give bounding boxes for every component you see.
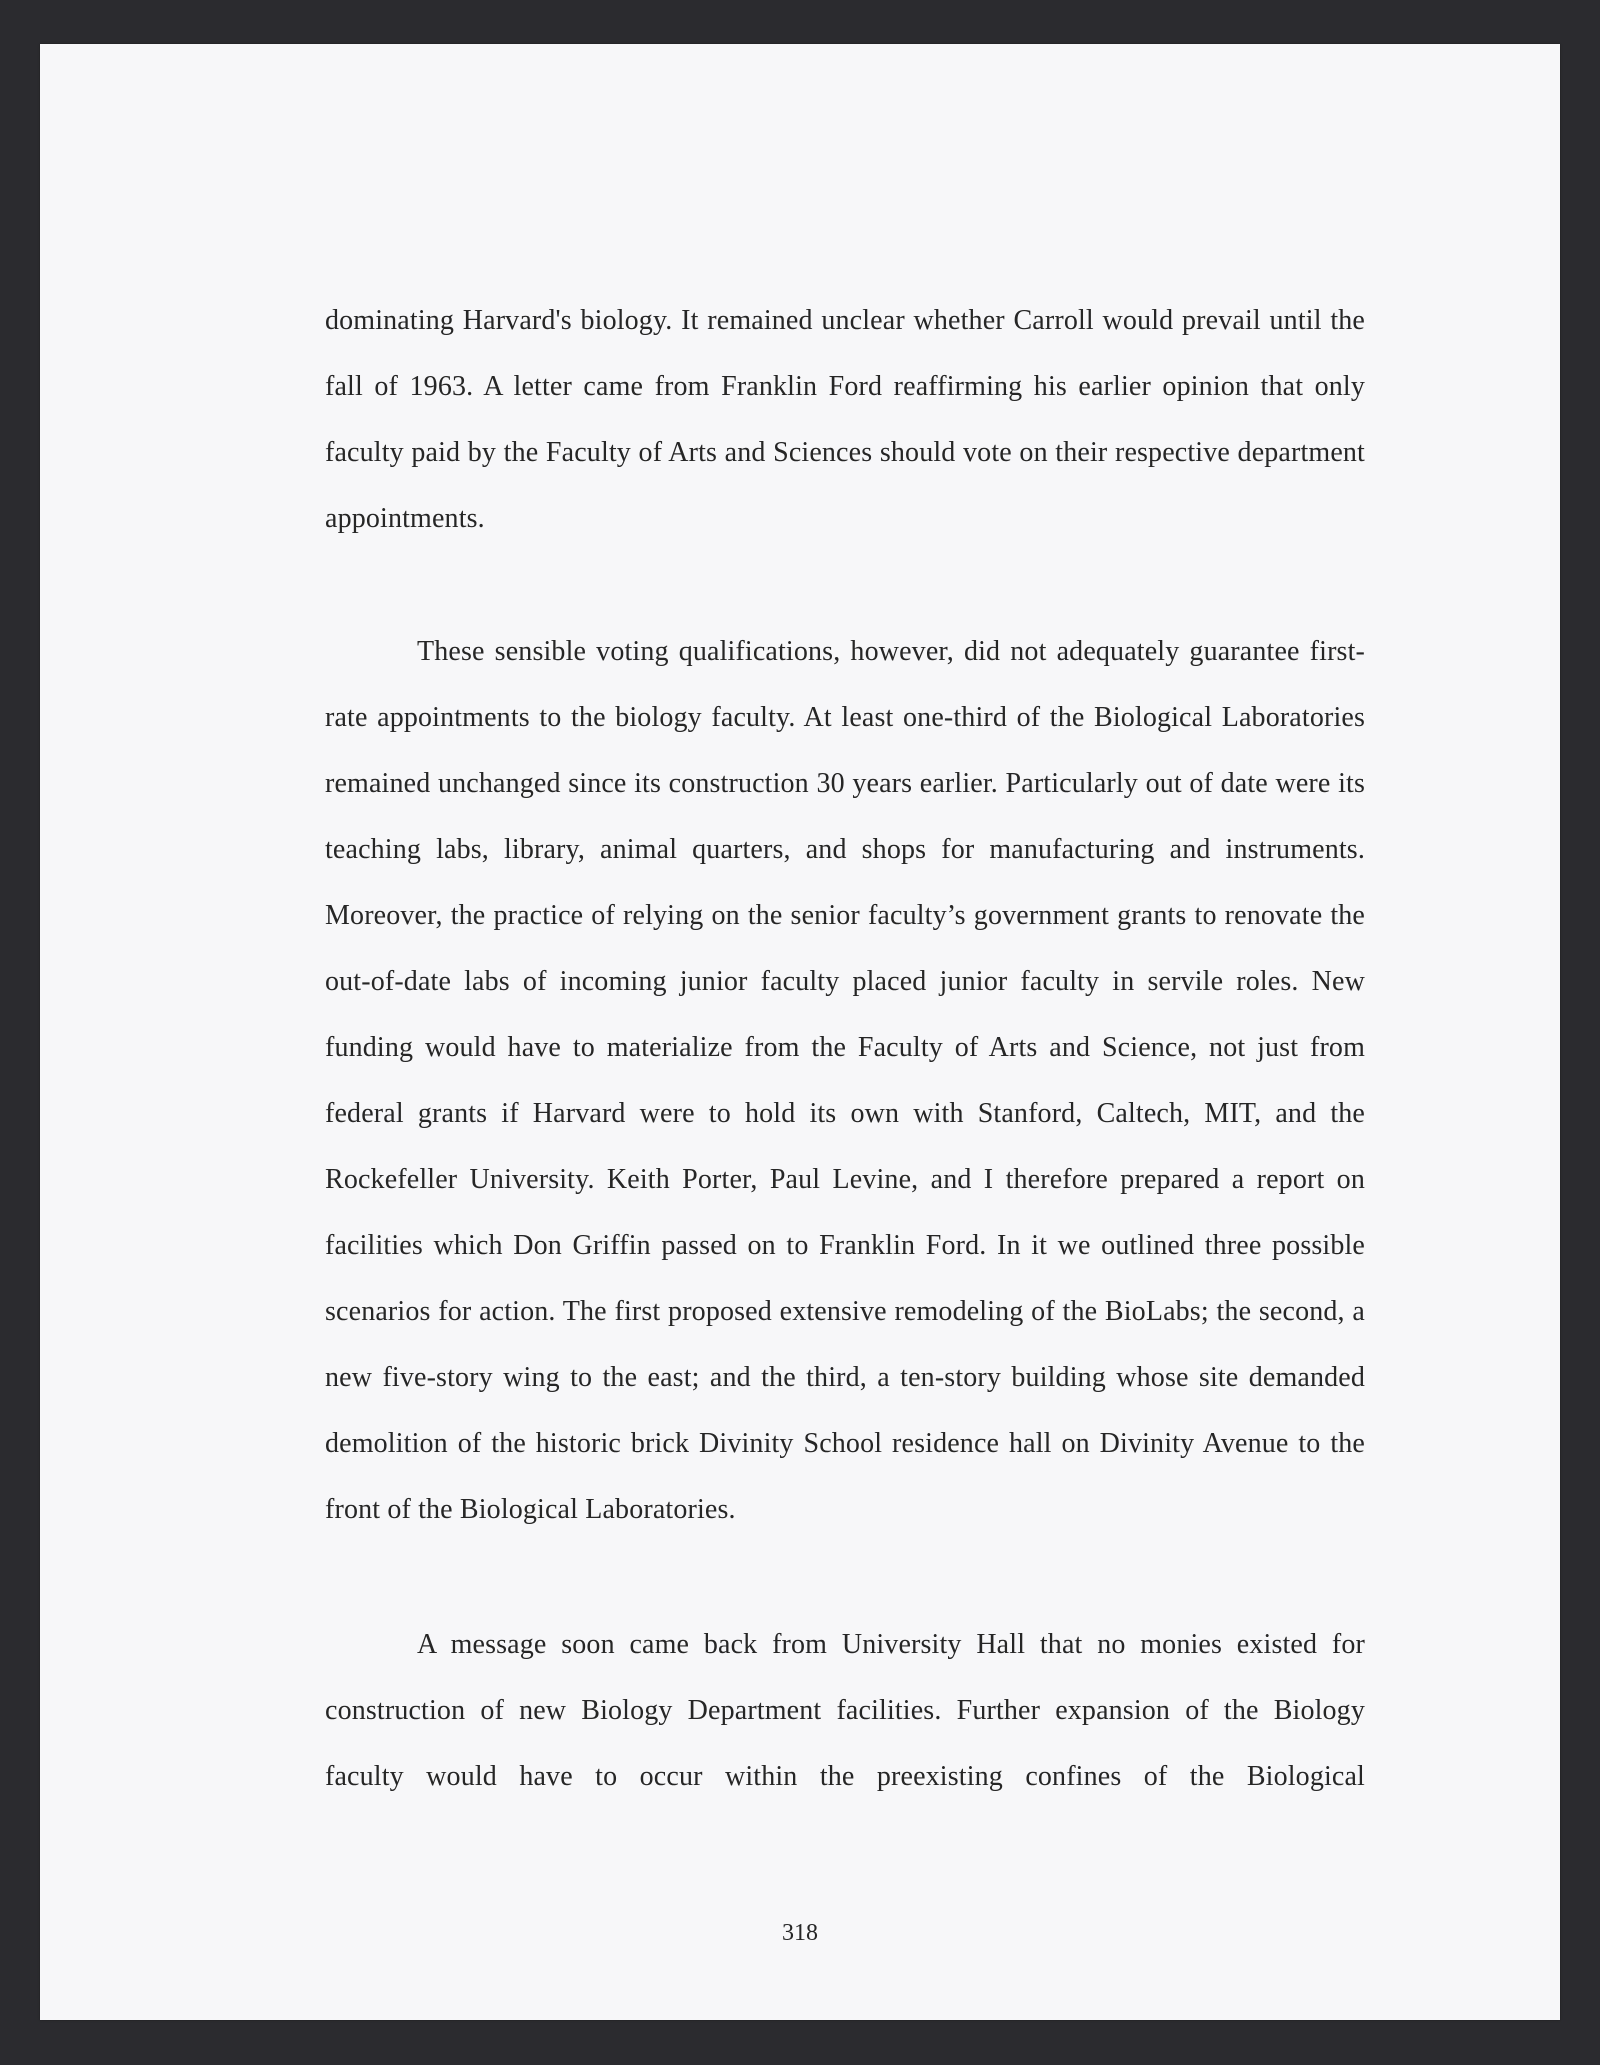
paragraph-2-text: These sensible voting qualifications, however, did not adequately guarantee first-rate appointments to the biology faculty. At least one-third of the Biological Laboratories remained unchanged since its construction 30 years earlier. Particularly out of date were its teaching labs, library, animal quarters, and shops for manufacturing and instruments. Moreover, the practice of relying on the senior faculty’s government grants to renovate the out-of-date labs of incoming junior faculty placed junior faculty in servile roles. New funding would have to materialize from the Faculty of Arts and Science, not just from federal grants if Harvard were to hold its own with Stanford, Caltech, MIT, and the Rockefeller University. Keith Porter, Paul Levine, and I therefore prepared a report on facilities which Don Griffin passed on to Franklin Ford. In it we outlined three possible scenarios for action. The first proposed extensive remodeling of the BioLabs; the second, a new five-story wing to the east; and the third, a ten-story building whose site demanded demolition of the historic brick Divinity School residence hall on Divinity Avenue to the front of the Biological Laboratories.: [325, 636, 1365, 1525]
page-number: 318: [782, 1920, 818, 1946]
paragraph-3-text: A message soon came back from University Hall that no monies existed for construction of new Biology Department facilities. Further expansion of the Biology faculty would have to occur within the preexisting confines of the Biological: [325, 1629, 1365, 1792]
document-page: [40, 44, 1560, 2020]
paragraph-2: [325, 619, 1365, 1543]
paragraph-1-text: dominating Harvard's biology. It remained unclear whether Carroll would prevail until the fall of 1963. A letter came from Franklin Ford reaffirming his earlier opinion that only faculty paid by the Faculty of Arts and Sciences should vote on their respective department appointments.: [325, 305, 1365, 534]
paragraph-1: [325, 288, 1365, 552]
paragraph-3: [325, 1612, 1365, 1810]
